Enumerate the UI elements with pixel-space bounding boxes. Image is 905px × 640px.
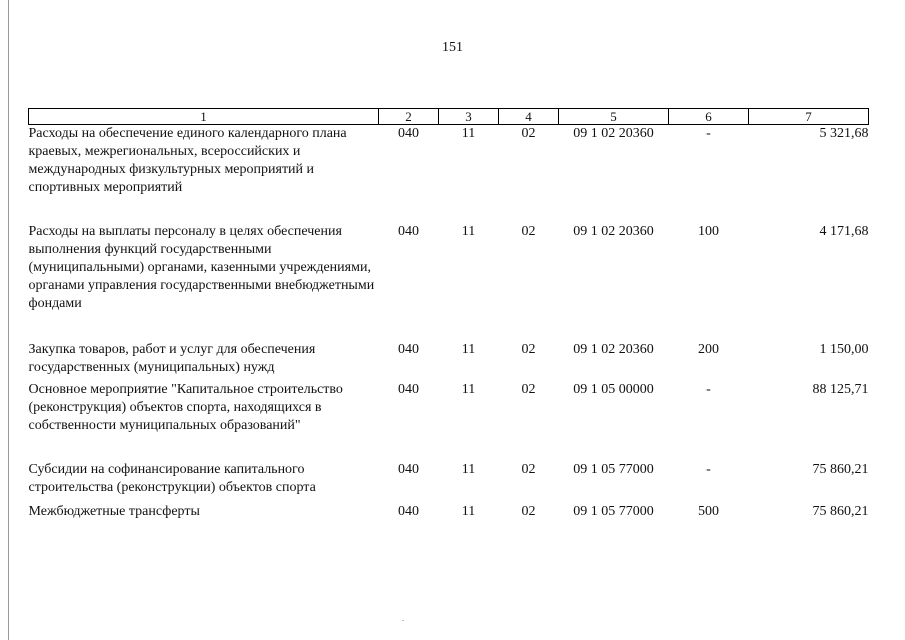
table-row	[29, 381, 869, 461]
row-sum: 4 171,68	[819, 223, 869, 239]
row-target-article: 09 1 05 00000	[573, 381, 654, 397]
row-expense-type: 500	[698, 503, 719, 519]
table-row	[29, 503, 869, 525]
header-col-7: 7	[749, 109, 869, 125]
row-name: Закупка товаров, работ и услуг для обеспечения государственных (муниципальных) нужд	[28, 341, 316, 375]
row-section: 11	[461, 503, 476, 519]
header-col-2: 2	[379, 109, 439, 125]
row-admin-code: 040	[398, 126, 419, 141]
row-section: 11	[461, 223, 476, 239]
row-expense-type: 100	[698, 223, 719, 239]
table-header-row	[29, 109, 869, 125]
row-name: Расходы на выплаты персоналу в целях обеспечения выполнения функций государственными (муниципальными) органами, казенными учреждениями, органами управления государственными внебюджетными фондами	[28, 223, 375, 311]
header-col-1: 1	[29, 109, 379, 125]
row-expense-type: -	[706, 381, 711, 397]
row-sum: 5 321,68	[819, 126, 869, 141]
row-target-article: 09 1 02 20360	[573, 341, 654, 357]
row-name: Субсидии на софинансирование капитального строительства (реконструкции) объектов спорта	[28, 461, 316, 495]
row-subsection: 02	[521, 461, 536, 477]
table-row	[29, 125, 869, 223]
row-admin-code: 040	[398, 223, 419, 239]
header-col-5: 5	[559, 109, 669, 125]
row-name: Расходы на обеспечение единого календарного плана краевых, межрегиональных, всероссийских и международных физкультурных мероприятий и спортивных мероприятий	[28, 126, 347, 195]
row-admin-code: 040	[398, 503, 419, 519]
row-section: 11	[461, 461, 476, 477]
row-name: Основное мероприятие "Капитальное строительство (реконструкция) объектов спорта, находящихся в собственности муниципальных образований"	[28, 381, 343, 433]
row-target-article: 09 1 02 20360	[573, 126, 654, 141]
row-sum: 75 860,21	[812, 461, 869, 477]
row-section: 11	[461, 381, 476, 397]
row-target-article: 09 1 05 77000	[573, 503, 654, 519]
row-subsection: 02	[521, 503, 536, 519]
row-expense-type: 200	[698, 341, 719, 357]
row-expense-type: -	[706, 461, 711, 477]
table-row	[29, 223, 869, 341]
row-subsection: 02	[521, 341, 536, 357]
row-admin-code: 040	[398, 341, 419, 357]
row-sum: 75 860,21	[812, 503, 869, 519]
row-section: 11	[461, 341, 476, 357]
header-col-6: 6	[669, 109, 749, 125]
row-subsection: 02	[521, 126, 536, 141]
page-edge-line	[8, 0, 9, 640]
table-row	[29, 461, 869, 503]
row-target-article: 09 1 05 77000	[573, 461, 654, 477]
row-sum: 1 150,00	[819, 341, 869, 357]
header-col-4: 4	[499, 109, 559, 125]
row-admin-code: 040	[398, 461, 419, 477]
table-row	[29, 341, 869, 381]
row-expense-type: -	[706, 126, 711, 141]
row-subsection: 02	[521, 381, 536, 397]
page-number: 151	[442, 40, 463, 55]
row-subsection: 02	[521, 223, 536, 239]
row-admin-code: 040	[398, 381, 419, 397]
scan-speck	[402, 620, 404, 621]
row-sum: 88 125,71	[812, 381, 869, 397]
row-section: 11	[461, 126, 476, 141]
header-col-3: 3	[439, 109, 499, 125]
row-target-article: 09 1 02 20360	[573, 223, 654, 239]
budget-table	[28, 108, 869, 525]
row-name: Межбюджетные трансферты	[28, 503, 200, 519]
